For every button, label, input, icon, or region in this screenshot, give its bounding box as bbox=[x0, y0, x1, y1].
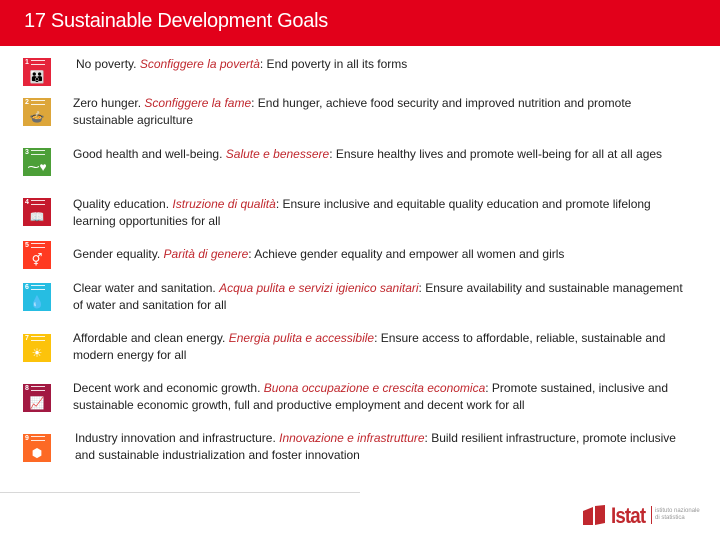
goal-number: 4 bbox=[25, 199, 29, 206]
goal-glyph: ⬢ bbox=[31, 446, 43, 460]
goal-number: 8 bbox=[25, 385, 29, 392]
goal-title-it: Parità di genere bbox=[163, 247, 249, 261]
goal-description: : Promote sustained, inclusive and sustainable economic growth, full and productive employment and decent work for all bbox=[73, 381, 669, 412]
goal-icon-label-lines bbox=[31, 100, 45, 105]
logo-word: Istat bbox=[611, 503, 646, 528]
goal-glyph: 📖 bbox=[29, 210, 45, 224]
goal-title-it: Acqua pulita e servizi igienico sanitari bbox=[219, 281, 419, 295]
goal-icon-label-lines bbox=[31, 60, 45, 65]
goal-title-en: Industry innovation and infrastructure. bbox=[75, 431, 276, 445]
goal-text bbox=[75, 430, 695, 464]
goal-title-it: Sconfiggere la povertà bbox=[139, 57, 260, 71]
title-bar bbox=[0, 0, 720, 46]
goal-title-it: Innovazione e infrastrutture bbox=[279, 431, 425, 445]
goal-number: 5 bbox=[25, 242, 29, 249]
clean-energy-icon bbox=[23, 334, 51, 362]
goal-description: : Ensure inclusive and equitable quality education and promote lifelong learning opportunities for all bbox=[73, 197, 651, 228]
goal-icon-label-lines bbox=[31, 436, 45, 441]
istat-logo-mark-icon bbox=[583, 505, 609, 525]
logo-tagline: istituto nazionale di statistica bbox=[655, 508, 700, 521]
goal-title-it: Energia pulita e accessibile bbox=[228, 331, 375, 345]
goal-title-it: Istruzione di qualità bbox=[172, 197, 276, 211]
gender-equality-icon bbox=[23, 241, 51, 269]
goal-text bbox=[73, 330, 693, 364]
goal-number: 3 bbox=[25, 149, 29, 156]
goal-description: : Ensure healthy lives and promote well-being for all at all ages bbox=[329, 147, 663, 161]
goal-title-en: Affordable and clean energy. bbox=[73, 331, 226, 345]
goal-description: : Achieve gender equality and empower all women and girls bbox=[248, 247, 565, 261]
goal-text bbox=[73, 380, 693, 414]
goal-icon-label-lines bbox=[31, 285, 45, 290]
no-poverty-icon bbox=[23, 58, 51, 86]
goal-description: : Build resilient infrastructure, promote inclusive and sustainable industrialization and foster innovation bbox=[75, 431, 676, 462]
goal-text bbox=[73, 196, 693, 230]
zero-hunger-icon bbox=[23, 98, 51, 126]
goal-text bbox=[73, 146, 693, 163]
goal-icon-label-lines bbox=[31, 336, 45, 341]
goal-glyph: 📈 bbox=[29, 396, 45, 410]
goal-title-en: Gender equality. bbox=[73, 247, 161, 261]
goal-icon-label-lines bbox=[31, 386, 45, 391]
goal-title-en: Good health and well-being. bbox=[73, 147, 223, 161]
goal-icon-label-lines bbox=[31, 243, 45, 248]
goal-description: : End hunger, achieve food security and improved nutrition and promote sustainable agriculture bbox=[73, 96, 632, 127]
logo-separator bbox=[651, 506, 652, 524]
goal-text bbox=[73, 246, 693, 263]
goal-glyph: ⁓♥ bbox=[27, 160, 47, 174]
goal-icon-label-lines bbox=[31, 150, 45, 155]
goal-glyph: ⚥ bbox=[31, 253, 43, 267]
goal-description: : End poverty in all its forms bbox=[259, 57, 408, 71]
goal-text bbox=[73, 280, 693, 314]
goal-title-it: Sconfiggere la fame bbox=[144, 96, 252, 110]
goal-title-en: Clear water and sanitation. bbox=[73, 281, 216, 295]
goal-number: 1 bbox=[25, 59, 29, 66]
goal-number: 6 bbox=[25, 284, 29, 291]
goal-description: : Ensure access to affordable, reliable, sustainable and modern energy for all bbox=[73, 331, 666, 362]
goal-icon-label-lines bbox=[31, 200, 45, 205]
goal-number: 7 bbox=[25, 335, 29, 342]
good-health-icon bbox=[23, 148, 51, 176]
goal-title-en: Zero hunger. bbox=[73, 96, 142, 110]
goal-number: 2 bbox=[25, 99, 29, 106]
istat-logo bbox=[583, 503, 703, 527]
goal-title-it: Buona occupazione e crescita economica bbox=[263, 381, 486, 395]
goal-glyph: 👪 bbox=[29, 70, 45, 84]
footer-divider bbox=[0, 492, 360, 493]
goal-title-en: Quality education. bbox=[73, 197, 170, 211]
clean-water-icon bbox=[23, 283, 51, 311]
decent-work-icon bbox=[23, 384, 51, 412]
goal-glyph: ☀ bbox=[31, 346, 43, 360]
goal-title-en: Decent work and economic growth. bbox=[73, 381, 261, 395]
page-title: 17 Sustainable Development Goals bbox=[24, 10, 328, 32]
goal-text bbox=[76, 56, 696, 73]
goal-description: : Ensure availability and sustainable management of water and sanitation for all bbox=[73, 281, 683, 312]
goal-number: 9 bbox=[25, 435, 29, 442]
goal-text bbox=[73, 95, 693, 129]
industry-innovation-icon bbox=[23, 434, 51, 462]
goal-glyph: 💧 bbox=[29, 295, 45, 309]
goal-title-it: Salute e benessere bbox=[225, 147, 330, 161]
quality-education-icon bbox=[23, 198, 51, 226]
goal-title-en: No poverty. bbox=[76, 57, 137, 71]
goal-glyph: 🍲 bbox=[29, 110, 45, 124]
